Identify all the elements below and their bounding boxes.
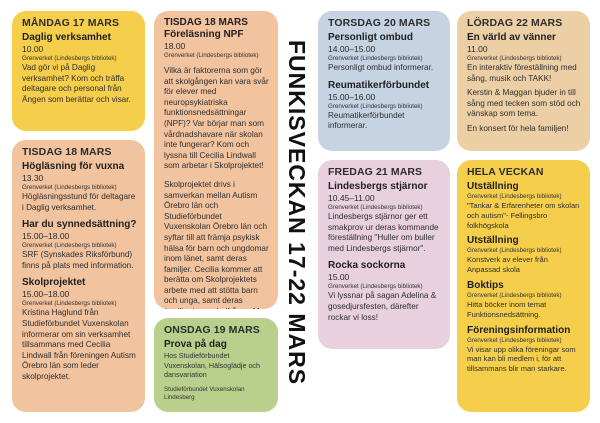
event-venue: Grenverket (Lindesbergs bibliotek) <box>22 184 117 191</box>
event-description: Personligt ombud informerar. <box>328 63 434 72</box>
event-description: Konstverk av elever från Anpassad skola <box>467 255 548 275</box>
event-venue: Grenverket (Lindesbergs bibliotek) <box>22 55 117 62</box>
card-whole-week <box>457 160 590 412</box>
card-tuesday <box>12 140 145 412</box>
event-title: Högläsning för vuxna <box>22 161 125 172</box>
day-heading: FREDAG 21 MARS <box>328 166 423 178</box>
event <box>467 235 582 275</box>
event-title: Utställning <box>467 181 519 192</box>
event-description: En interaktiv föreställning med sång, musik och TAKK! <box>467 63 577 83</box>
event-venue: Grenverket (Lindesbergs bibliotek) <box>328 102 423 110</box>
event-time: 15.00 <box>328 272 350 283</box>
event-title: Föreläsning NPF <box>164 29 244 40</box>
event-time: 10.45–11.00 <box>328 193 375 203</box>
event-venue: Grenverket (Lindesbergs bibliotek) <box>467 291 562 299</box>
event-venue: Grenverket (Lindesbergs bibliotek) <box>164 52 259 59</box>
day-heading: TISDAG 18 MARS <box>22 146 112 158</box>
event <box>22 219 137 271</box>
event-time: 15.00–16.00 <box>328 91 376 102</box>
event-time: 10.00 <box>22 44 44 54</box>
event <box>328 260 442 323</box>
event <box>467 325 582 374</box>
event-description: Kristina Haglund från Studieförbundet Vuxenskolan informerar om sin verksamhet tillsammans med Cecilia Lindwall från föreningen Autism Örebro län som leder skolprojektet. <box>22 308 136 381</box>
card-wednesday <box>154 318 278 412</box>
card-saturday <box>457 11 590 151</box>
day-heading: LÖRDAG 22 MARS <box>467 17 563 29</box>
day-heading: TISDAG 18 MARS <box>164 17 248 28</box>
event-title: Rocka sockorna <box>328 260 406 272</box>
event-title: Föreningsinformation <box>467 324 571 336</box>
event-title: Har du synnedsättning? <box>22 219 137 231</box>
day-heading: TORSDAG 20 MARS <box>328 17 431 29</box>
event-description: En konsert för hela familjen! <box>467 123 569 133</box>
event-venue: Grenverket (Lindesbergs bibliotek) <box>467 336 562 344</box>
event-description: Lindesbergs stjärnor ger ett smakprov ur deras kommande föreställning "Huller om buller med Lindesbergs stjärnor". <box>328 212 439 253</box>
event-title: Daglig verksamhet <box>22 32 111 43</box>
event-time: 11.00 <box>467 44 488 54</box>
event-title: Prova på dag <box>164 339 227 350</box>
event-title: Boktips <box>467 279 504 291</box>
day-heading: ONSDAG 19 MARS <box>164 324 260 336</box>
event <box>328 181 442 254</box>
event <box>22 32 137 105</box>
event-time: 15.00–18.00 <box>22 231 70 242</box>
card-friday <box>318 160 450 349</box>
card-tuesday-lecture <box>154 11 278 309</box>
event-description: Vi visar upp olika föreningar som man kan bli medlem i, för att tillsammans blir man starkare. <box>467 344 576 374</box>
event <box>467 181 582 230</box>
event-venue: Grenverket (Lindesbergs bibliotek) <box>328 55 423 62</box>
event-title: Personligt ombud <box>328 32 413 43</box>
event-venue: Studieförbundet Vuxenskolan <box>164 385 245 393</box>
headline-vertical: FUNKISVECKAN 17-22 MARS <box>284 40 310 386</box>
card-thursday <box>318 11 450 151</box>
event <box>328 32 442 74</box>
day-heading: MÅNDAG 17 MARS <box>22 17 120 29</box>
event-venue: Grenverket (Lindesbergs bibliotek) <box>467 55 562 62</box>
day-heading: HELA VECKAN <box>467 166 544 178</box>
event-title: Utställning <box>467 235 519 247</box>
event-title: Lindesbergs stjärnor <box>328 181 428 192</box>
event-time: 13.30 <box>22 173 44 183</box>
event-description: SRF (Synskades Riksförbund) finns på plats med information. <box>22 250 134 270</box>
event-description: Högläsningsstund för deltagare i Daglig verksamhet. <box>22 192 136 212</box>
card-monday <box>12 11 145 131</box>
event-venue: Grenverket (Lindesbergs bibliotek) <box>467 247 562 255</box>
event-venue: Grenverket (Lindesbergs bibliotek) <box>22 242 117 250</box>
event-title: Reumatikerförbundet <box>328 79 430 91</box>
event <box>22 161 137 213</box>
event-venue: Grenverket (Lindesbergs bibliotek) <box>467 193 562 200</box>
lecture-paragraph: Skolprojektet drivs i samverkan mellan Autism Örebro län och Studieförbundet Vuxenskolan Örebro län och syftar till att främja psykisk hälsa för barn och ungdomar inom länet, samt deras familjer. Cecilia kommer att berätta om Skolprojektets arbete med att stötta barn och unga, samt deras <box>164 179 269 306</box>
event-description: Reumatikerförbundet informerar. <box>328 110 405 131</box>
lecture-paragraph: Vilka är faktorerna som gör att skolgången kan vara svår för elever med neuropsykiatriska funktionsnedsättningar (NPF)? Var börjar man som vårdnadshavare när skolan inte fungerar? Kom och lyssna till Cecilia Lindwall som arbetar i Skolprojektet! <box>164 66 269 171</box>
event-venue: Grenverket (Lindesbergs bibliotek) <box>22 300 117 308</box>
event-description: Vad gör vi på Daglig verksamhet? Kom och träffa deltagare och personal från Ängen som berättar och visar. <box>22 63 131 104</box>
event-description: Hitta böcker inom temat Funktionsnedsättning. <box>467 299 547 319</box>
event-time: 14.00–15.00 <box>328 44 376 54</box>
event-description: Vi lyssnar på sagan Adelina & gosedjursfesten, därefter rockar vi loss! <box>328 291 437 322</box>
event <box>22 277 137 382</box>
event-title: Skolprojektet <box>22 277 86 289</box>
event-venue: Lindesberg <box>164 393 195 401</box>
event-venue: Grenverket (Lindesbergs bibliotek) <box>328 204 423 211</box>
event <box>467 280 582 320</box>
event-description: "Tankar & Erfarenheter om skolan och autism"- Fellingsbro folkhögskola <box>467 201 580 230</box>
event-description: Hos Studieförbundet Vuxenskolan, Hälsoglädje och dansvariation <box>164 351 261 379</box>
event-time: 18.00 <box>164 41 186 51</box>
event-time: 15.00–18.00 <box>22 289 70 300</box>
event-venue: Grenverket (Lindesbergs bibliotek) <box>328 283 423 291</box>
event-description: Kerstin & Maggan bjuder in till sång med tecken som stöd och vänskap som tema. <box>467 88 581 119</box>
event <box>328 80 442 132</box>
event-title: En värld av vänner <box>467 32 556 43</box>
